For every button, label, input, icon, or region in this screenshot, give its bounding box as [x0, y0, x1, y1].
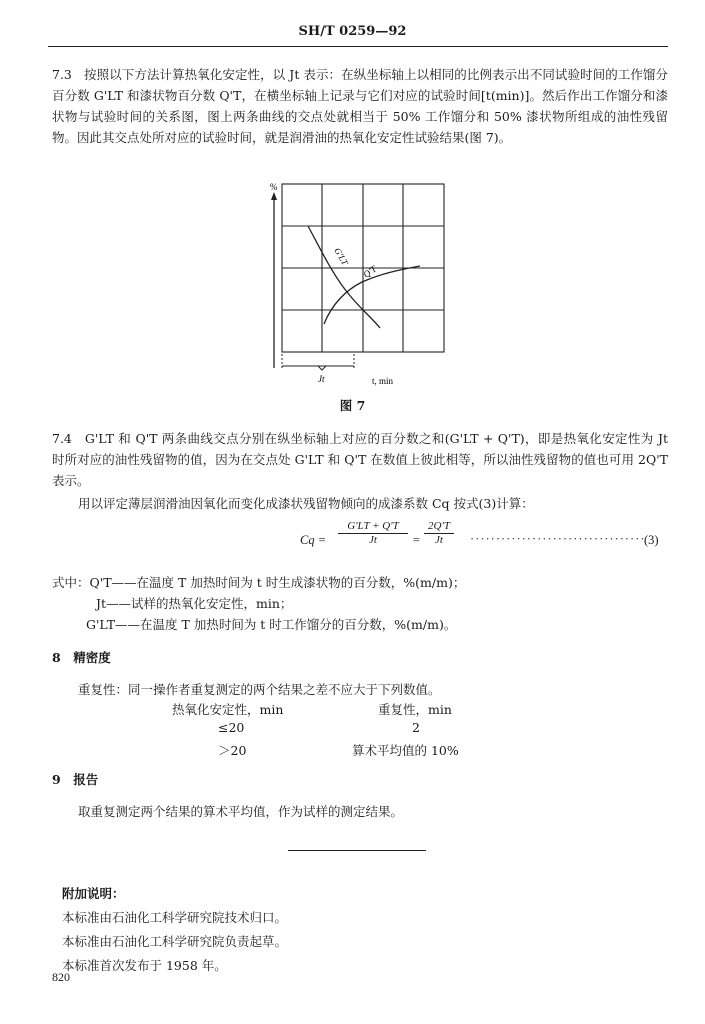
note-line: 本标准由石油化工科学研究院技术归口。 — [62, 910, 288, 925]
section-7-4-text2: 用以评定薄层润滑油因氧化而变化成漆状残留物倾向的成漆系数 Cq 按式(3)计算： — [78, 496, 534, 511]
section-7-3-text: 按照以下方法计算热氧化安定性，以 Jt 表示：在纵坐标轴上以相同的比例表示出不同试验时间的工作馏分百分数 G'LT 和漆状物百分数 Q'T，在横坐标轴上记录与它们对应的试验时间[t(min)]。然后作出工作馏分和漆状物与试验时间的关系图，图上两条曲线的交点处就相当于 50% 工作馏分和 50% 漆状物所组成的油性残留物。因此其交点处所对应的试验时间，就是润滑油的热氧化安定性试验结果(图 7)。 — [52, 67, 669, 145]
precision-table — [0, 700, 705, 766]
section-8-title: 8 精密度 — [52, 650, 111, 665]
formula-number: (3) — [644, 533, 659, 547]
formula-lhs: Cq = — [300, 533, 327, 547]
page-number: 820 — [52, 970, 70, 984]
definition-row-1 — [52, 572, 668, 593]
table-cell: ≤20 — [218, 720, 245, 735]
section-8-intro: 重复性：同一操作者重复测定的两个结果之差不应大于下列数值。 — [78, 682, 441, 697]
formula-den-2: Jt — [435, 534, 443, 546]
definition-item: Jt——试样的热氧化安定性，min； — [96, 596, 293, 611]
figure-caption: 图 7 — [339, 398, 366, 413]
definitions-intro: 式中： — [52, 575, 90, 590]
table-cell: 算术平均值的 10% — [352, 743, 459, 758]
intersection-label: Jt — [318, 374, 325, 384]
definitions — [52, 572, 668, 635]
x-axis-label: t, min — [372, 376, 394, 386]
formula-fraction-1 — [338, 520, 408, 546]
intersection-caret — [318, 366, 326, 370]
note-line: 本标准由石油化工科学研究院负责起草。 — [62, 934, 288, 949]
section-7-4-text: G'LT 和 Q'T 两条曲线交点分别在纵坐标轴上对应的百分数之和(G'LT + Q'T)，即是热氧化安定性为 Jt 时所对应的油性残留物的值，因为在交点处 G'LT 和 Q'T 在数值上彼此相等，所以油性残留物的值也可用 2Q'T 表示。 — [52, 431, 668, 488]
table-cell: 2 — [412, 720, 420, 735]
standard-code: SH/T 0259—92 — [298, 24, 407, 39]
table-header-col2: 重复性，min — [378, 702, 452, 717]
formula-leader: ·································· — [470, 532, 646, 546]
definition-item: Q'T——在温度 T 加热时间为 t 时生成漆状物的百分数，%(m/m)； — [89, 575, 466, 590]
formula-fraction-2 — [424, 520, 454, 546]
section-7-4-number: 7.4 — [52, 431, 72, 446]
grid — [282, 184, 444, 352]
curve-g-label: G'LT — [332, 246, 351, 267]
formula-3 — [300, 520, 670, 564]
note-line: 本标准首次发布于 1958 年。 — [62, 958, 227, 973]
section-9-title: 9 报告 — [52, 772, 99, 787]
section-7-3-number: 7.3 — [52, 67, 72, 82]
y-axis-arrow — [271, 192, 277, 200]
header-rule — [48, 46, 668, 47]
definition-item: G'LT——在温度 T 加热时间为 t 时工作馏分的百分数，%(m/m)。 — [86, 617, 457, 632]
table-cell: ＞20 — [218, 743, 247, 758]
formula-eq: = — [412, 533, 421, 547]
table-header-col1: 热氧化安定性，min — [172, 702, 284, 717]
section-7-4 — [52, 428, 668, 514]
y-axis-label: % — [270, 182, 278, 192]
notes-title: 附加说明： — [62, 886, 125, 901]
section-7-3 — [52, 64, 668, 148]
formula-num-2: 2Q'T — [424, 520, 454, 534]
additional-notes — [62, 882, 662, 978]
formula-den-1: Jt — [369, 534, 377, 546]
figure-7-chart — [262, 178, 462, 398]
formula-num-1: G'LT + Q'T — [338, 520, 408, 534]
curve-q-label: Q'T — [361, 263, 379, 280]
section-9-text: 取重复测定两个结果的算术平均值，作为试样的测定结果。 — [78, 804, 404, 819]
end-rule — [288, 850, 426, 851]
